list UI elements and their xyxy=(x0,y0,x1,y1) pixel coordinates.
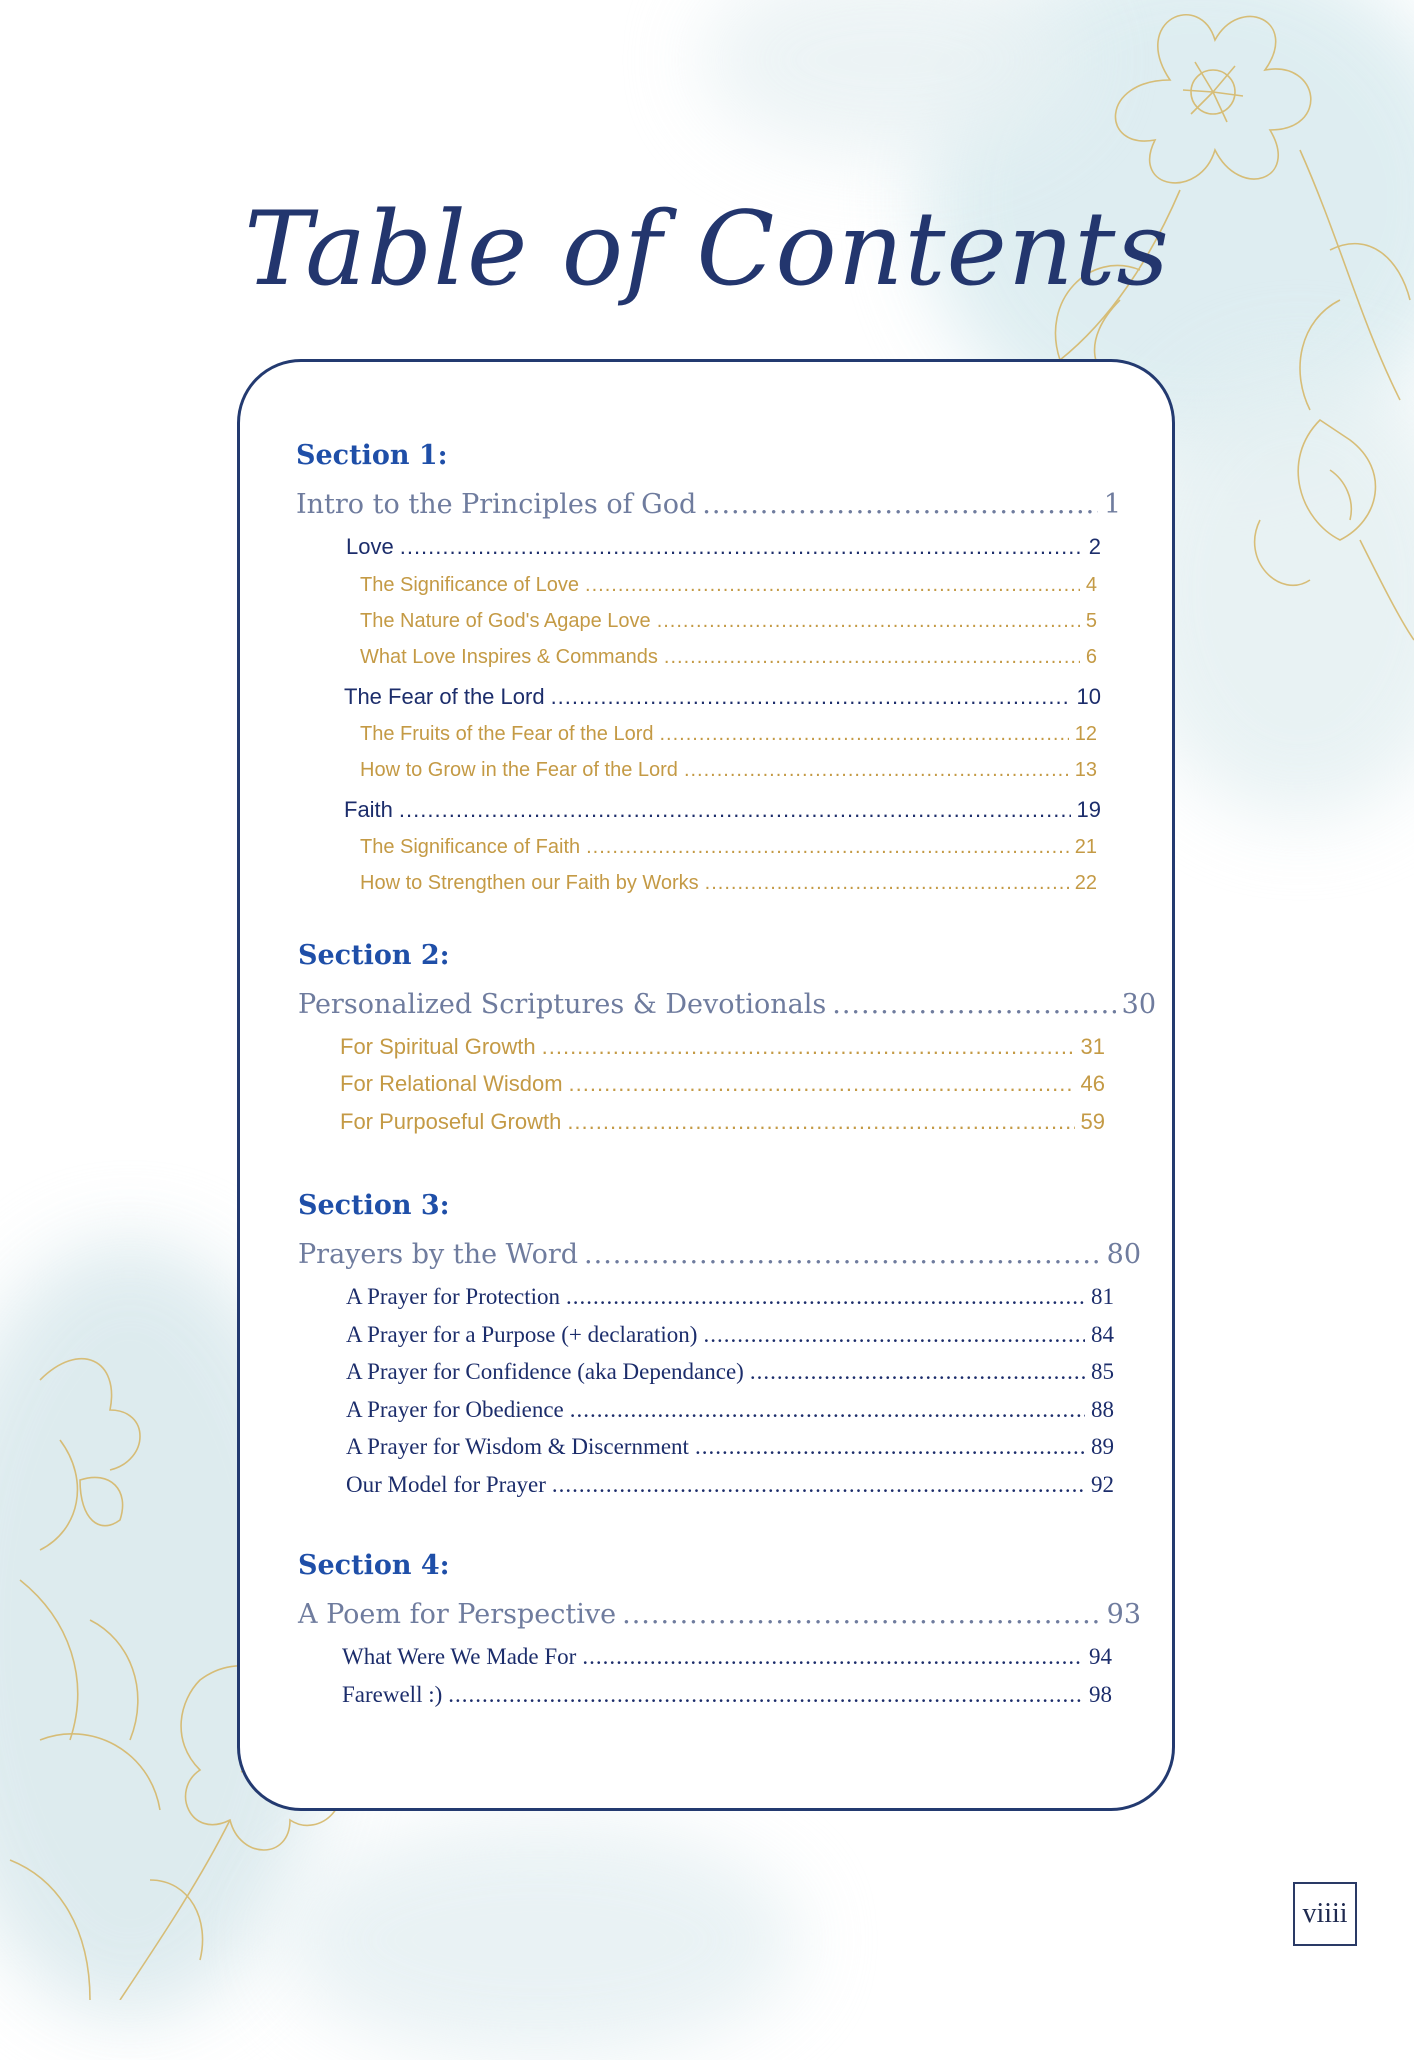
toc-main-entry[interactable] xyxy=(296,489,1121,520)
toc-entry-label: Faith xyxy=(344,797,393,822)
toc-entry-page: 85 xyxy=(1091,1359,1114,1384)
toc-entry[interactable] xyxy=(340,1071,1105,1097)
section-heading: Section 1: xyxy=(296,440,448,471)
toc-entry[interactable] xyxy=(346,1434,1114,1460)
toc-entry-label: A Poem for Perspective xyxy=(298,1599,617,1630)
toc-entry-page: 1 xyxy=(1103,489,1121,520)
toc-entry-label: Farewell :) xyxy=(342,1682,443,1707)
toc-subentry[interactable] xyxy=(360,872,1097,895)
page-number: viiii xyxy=(1302,1898,1348,1929)
toc-entry-label: For Purposeful Growth xyxy=(340,1109,562,1134)
toc-entry[interactable] xyxy=(342,1644,1112,1670)
leader-dots xyxy=(570,1397,1085,1423)
section-heading: Section 4: xyxy=(298,1550,450,1581)
toc-entry-page: 10 xyxy=(1076,684,1101,709)
leader-dots xyxy=(400,534,1083,560)
toc-subentry[interactable] xyxy=(360,610,1097,633)
toc-subentry[interactable] xyxy=(360,836,1097,859)
toc-entry-page: 2 xyxy=(1088,534,1101,559)
page-number-box xyxy=(1293,1882,1357,1946)
toc-entry-page: 89 xyxy=(1091,1434,1114,1459)
toc-entry-page: 59 xyxy=(1080,1109,1105,1134)
leader-dots xyxy=(684,759,1069,782)
toc-entry[interactable] xyxy=(346,1322,1114,1348)
leader-dots xyxy=(569,1071,1075,1097)
toc-entry-label: The Significance of Faith xyxy=(360,836,581,858)
toc-entry-page: 22 xyxy=(1074,872,1097,894)
toc-entry[interactable] xyxy=(340,1034,1105,1060)
leader-dots xyxy=(585,574,1080,597)
toc-main-entry[interactable] xyxy=(298,1239,1141,1270)
toc-entry-page: 84 xyxy=(1091,1322,1114,1347)
toc-entry[interactable] xyxy=(346,1397,1114,1423)
leader-dots xyxy=(750,1359,1085,1385)
leader-dots xyxy=(399,797,1071,823)
section-heading: Section 3: xyxy=(298,1190,450,1221)
toc-entry-page: 12 xyxy=(1074,723,1097,745)
toc-entry-page: 94 xyxy=(1089,1644,1112,1669)
toc-entry-page: 31 xyxy=(1080,1034,1105,1059)
toc-entry[interactable] xyxy=(346,1284,1114,1310)
leader-dots xyxy=(448,1682,1083,1708)
toc-entry-label: A Prayer for Protection xyxy=(346,1284,560,1309)
toc-entry-label: Prayers by the Word xyxy=(298,1239,579,1270)
toc-entry-label: How to Strengthen our Faith by Works xyxy=(360,872,699,894)
toc-entry-label: For Relational Wisdom xyxy=(340,1071,563,1096)
leader-dots xyxy=(582,1644,1083,1670)
leader-dots xyxy=(551,684,1071,710)
leader-dots xyxy=(566,1284,1085,1310)
toc-entry-page: 98 xyxy=(1089,1682,1112,1707)
toc-main-entry[interactable] xyxy=(298,989,1156,1020)
toc-subentry[interactable] xyxy=(360,723,1097,746)
toc-entry-label: Our Model for Prayer xyxy=(346,1472,546,1497)
toc-entry-label: A Prayer for Wisdom & Discernment xyxy=(346,1434,689,1459)
toc-main-entry[interactable] xyxy=(298,1599,1141,1630)
toc-entry-page: 19 xyxy=(1076,797,1101,822)
toc-entry-label: How to Grow in the Fear of the Lord xyxy=(360,759,678,781)
toc-entry[interactable] xyxy=(346,1472,1114,1498)
toc-entry[interactable] xyxy=(342,1682,1112,1708)
toc-entry[interactable] xyxy=(346,534,1101,560)
leader-dots xyxy=(567,1109,1074,1135)
toc-entry-label: The Fear of the Lord xyxy=(344,684,545,709)
leader-dots xyxy=(705,872,1069,895)
leader-dots xyxy=(584,1239,1101,1270)
page-title: Table of Contents xyxy=(244,190,1170,309)
leader-dots xyxy=(832,989,1115,1020)
toc-entry-label: A Prayer for Obedience xyxy=(346,1397,564,1422)
toc-entry-label: What Were We Made For xyxy=(342,1644,577,1669)
toc-entry[interactable] xyxy=(346,1359,1114,1385)
toc-entry[interactable] xyxy=(340,1109,1105,1135)
leader-dots xyxy=(622,1599,1101,1630)
toc-entry-page: 92 xyxy=(1091,1472,1114,1497)
leader-dots xyxy=(695,1434,1085,1460)
toc-entry-page: 4 xyxy=(1085,574,1097,596)
toc-entry[interactable] xyxy=(344,684,1101,710)
toc-entry-label: The Fruits of the Fear of the Lord xyxy=(360,723,654,745)
toc-entry-label: Personalized Scriptures & Devotionals xyxy=(298,989,827,1020)
toc-entry[interactable] xyxy=(344,797,1101,823)
section-heading: Section 2: xyxy=(298,940,450,971)
toc-entry-page: 80 xyxy=(1106,1239,1141,1270)
leader-dots xyxy=(586,836,1069,859)
toc-entry-page: 6 xyxy=(1085,646,1097,668)
leader-dots xyxy=(542,1034,1075,1060)
toc-subentry[interactable] xyxy=(360,646,1097,669)
toc-entry-page: 93 xyxy=(1106,1599,1141,1630)
toc-entry-page: 5 xyxy=(1085,610,1097,632)
leader-dots xyxy=(664,646,1080,669)
toc-entry-label: The Significance of Love xyxy=(360,574,580,596)
contents-card xyxy=(237,359,1175,1811)
toc-entry-label: What Love Inspires & Commands xyxy=(360,646,658,668)
toc-entry-page: 21 xyxy=(1074,836,1097,858)
leader-dots xyxy=(552,1472,1085,1498)
toc-entry-label: For Spiritual Growth xyxy=(340,1034,536,1059)
toc-entry-label: Intro to the Principles of God xyxy=(296,489,697,520)
toc-entry-page: 88 xyxy=(1091,1397,1114,1422)
toc-subentry[interactable] xyxy=(360,574,1097,597)
toc-entry-label: A Prayer for Confidence (aka Dependance) xyxy=(346,1359,744,1384)
toc-entry-label: The Nature of God's Agape Love xyxy=(360,610,651,632)
toc-entry-page: 81 xyxy=(1091,1284,1114,1309)
toc-entry-page: 46 xyxy=(1080,1071,1105,1096)
toc-entry-page: 13 xyxy=(1074,759,1097,781)
leader-dots xyxy=(657,610,1080,633)
toc-entry-label: Love xyxy=(346,534,394,559)
leader-dots xyxy=(703,1322,1085,1348)
toc-entry-label: A Prayer for a Purpose (+ declaration) xyxy=(346,1322,698,1347)
toc-subentry[interactable] xyxy=(360,759,1097,782)
leader-dots xyxy=(702,489,1098,520)
toc-entry-page: 30 xyxy=(1121,989,1156,1020)
leader-dots xyxy=(659,723,1068,746)
